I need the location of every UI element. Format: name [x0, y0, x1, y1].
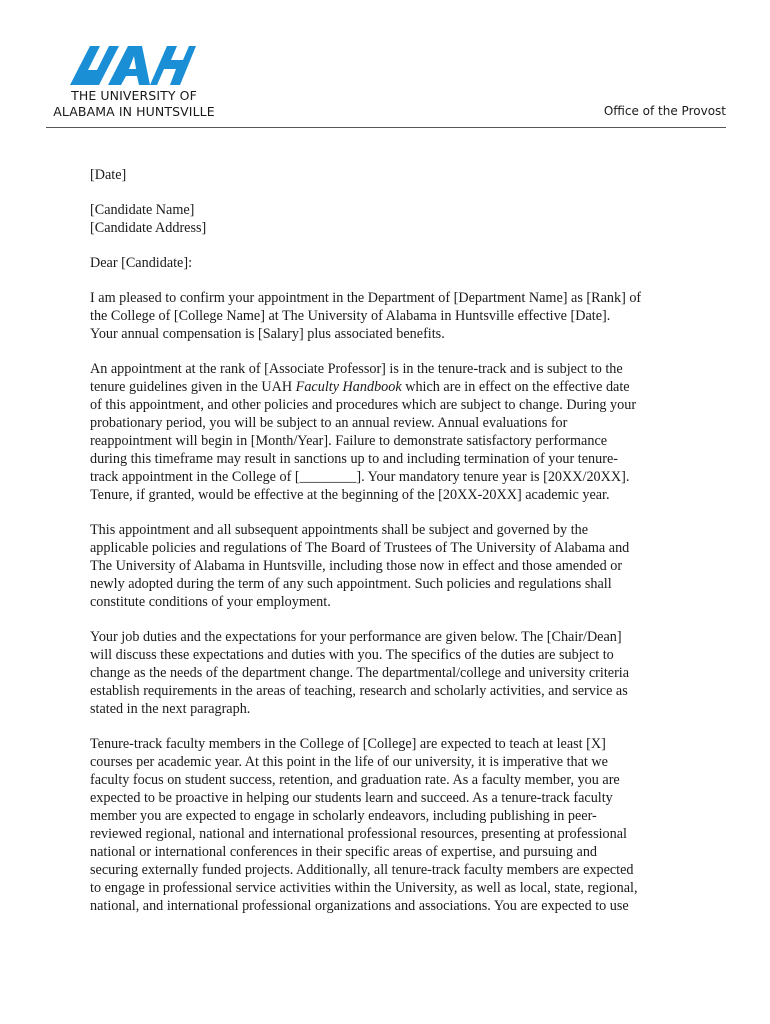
paragraph-line: to engage in professional service activities within the University, as well as local, state, regional,	[90, 880, 638, 896]
office-label: Office of the Provost	[603, 104, 726, 118]
paragraph-line: Your job duties and the expectations for your performance are given below. The [Chair/Dean]	[90, 629, 622, 645]
paragraph-line: establish requirements in the areas of teaching, research and scholarly activities, and service as	[90, 683, 628, 699]
paragraph-line: Tenure-track faculty members in the College of [College] are expected to teach at least [X]	[90, 736, 606, 752]
paragraph-line: constitute conditions of your employment.	[90, 594, 331, 610]
paragraph-line: probationary period, you will be subject to an annual review. Annual evaluations for	[90, 415, 568, 431]
paragraph-line: during this timeframe may result in sanctions up to and including termination of your tenure-	[90, 451, 618, 467]
paragraph-line: will discuss these expectations and duties with you. The specifics of the duties are subject to	[90, 647, 614, 663]
paragraph-appointment	[90, 289, 690, 343]
paragraph-line: faculty focus on student success, retention, and graduation rate. As a faculty member, you are	[90, 772, 620, 788]
salutation: Dear [Candidate]:	[90, 255, 193, 271]
paragraph-line: national, and international professional organizations and associations. You are expected to use	[90, 898, 629, 914]
paragraph-line: Your annual compensation is [Salary] plus associated benefits.	[90, 326, 445, 342]
text-segment: which are in effect on the effective date	[401, 379, 630, 395]
paragraph-duties	[90, 628, 690, 718]
paragraph-line: An appointment at the rank of [Associate Professor] is in the tenure-track and is subject to the	[90, 361, 623, 377]
paragraph-line: applicable policies and regulations of The Board of Trustees of The University of Alabama and	[90, 540, 630, 556]
paragraph-line: I am pleased to confirm your appointment in the Department of [Department Name] as [Rank] of	[90, 290, 642, 306]
date-line	[90, 166, 690, 184]
university-name-line1: THE UNIVERSITY OF	[71, 88, 197, 103]
header-divider	[46, 127, 726, 128]
faculty-handbook-title: Faculty Handbook	[295, 379, 402, 395]
uah-logo	[46, 44, 222, 120]
paragraph-line: newly adopted during the term of any such appointment. Such policies and regulations shall	[90, 576, 612, 592]
paragraph-line: Tenure, if granted, would be effective at the beginning of the [20XX-20XX] academic year.	[90, 487, 610, 503]
paragraph-tenure	[90, 360, 690, 504]
paragraph-line: reappointment will begin in [Month/Year]. Failure to demonstrate satisfactory performance	[90, 433, 608, 449]
paragraph-line: expected to be proactive in helping our students learn and succeed. As a tenure-track faculty	[90, 790, 613, 806]
paragraph-expectations	[90, 735, 690, 915]
candidate-name: [Candidate Name]	[90, 202, 195, 218]
candidate-address: [Candidate Address]	[90, 220, 207, 236]
paragraph-line: courses per academic year. At this point in the life of our university, it is imperative that we	[90, 754, 608, 770]
paragraph-line: securing externally funded projects. Additionally, all tenure-track faculty members are expected	[90, 862, 634, 878]
paragraph-line: stated in the next paragraph.	[90, 701, 251, 717]
salutation-block	[90, 254, 690, 272]
paragraph-line: This appointment and all subsequent appointments shall be subject and governed by the	[90, 522, 589, 538]
recipient-block	[90, 201, 690, 237]
paragraph-line: national or international conferences in their specific areas of expertise, and pursuing and	[90, 844, 598, 860]
paragraph-line: member you are expected to engage in scholarly endeavors, including publishing in peer-	[90, 808, 597, 824]
date: [Date]	[90, 167, 127, 183]
paragraph-line: The University of Alabama in Huntsville, including those now in effect and those amended or	[90, 558, 623, 574]
paragraph-line: track appointment in the College of [________]. Your mandatory tenure year is [20XX/20XX].	[90, 469, 630, 485]
paragraph-line: reviewed regional, national and international professional resources, presenting at professional	[90, 826, 627, 842]
paragraph-line	[90, 378, 690, 396]
paragraph-line: the College of [College Name] at The University of Alabama in Huntsville effective [Date].	[90, 308, 611, 324]
paragraph-line: of this appointment, and other policies and procedures which are subject to change. During your	[90, 397, 637, 413]
text-segment: tenure guidelines given in the UAH	[90, 379, 296, 395]
paragraph-policies	[90, 521, 690, 611]
uah-logo-mark-icon	[68, 44, 196, 86]
university-name-line2: ALABAMA IN HUNTSVILLE	[53, 104, 215, 119]
letter-body	[90, 166, 690, 932]
paragraph-line: change as the needs of the department change. The departmental/college and university criteria	[90, 665, 630, 681]
